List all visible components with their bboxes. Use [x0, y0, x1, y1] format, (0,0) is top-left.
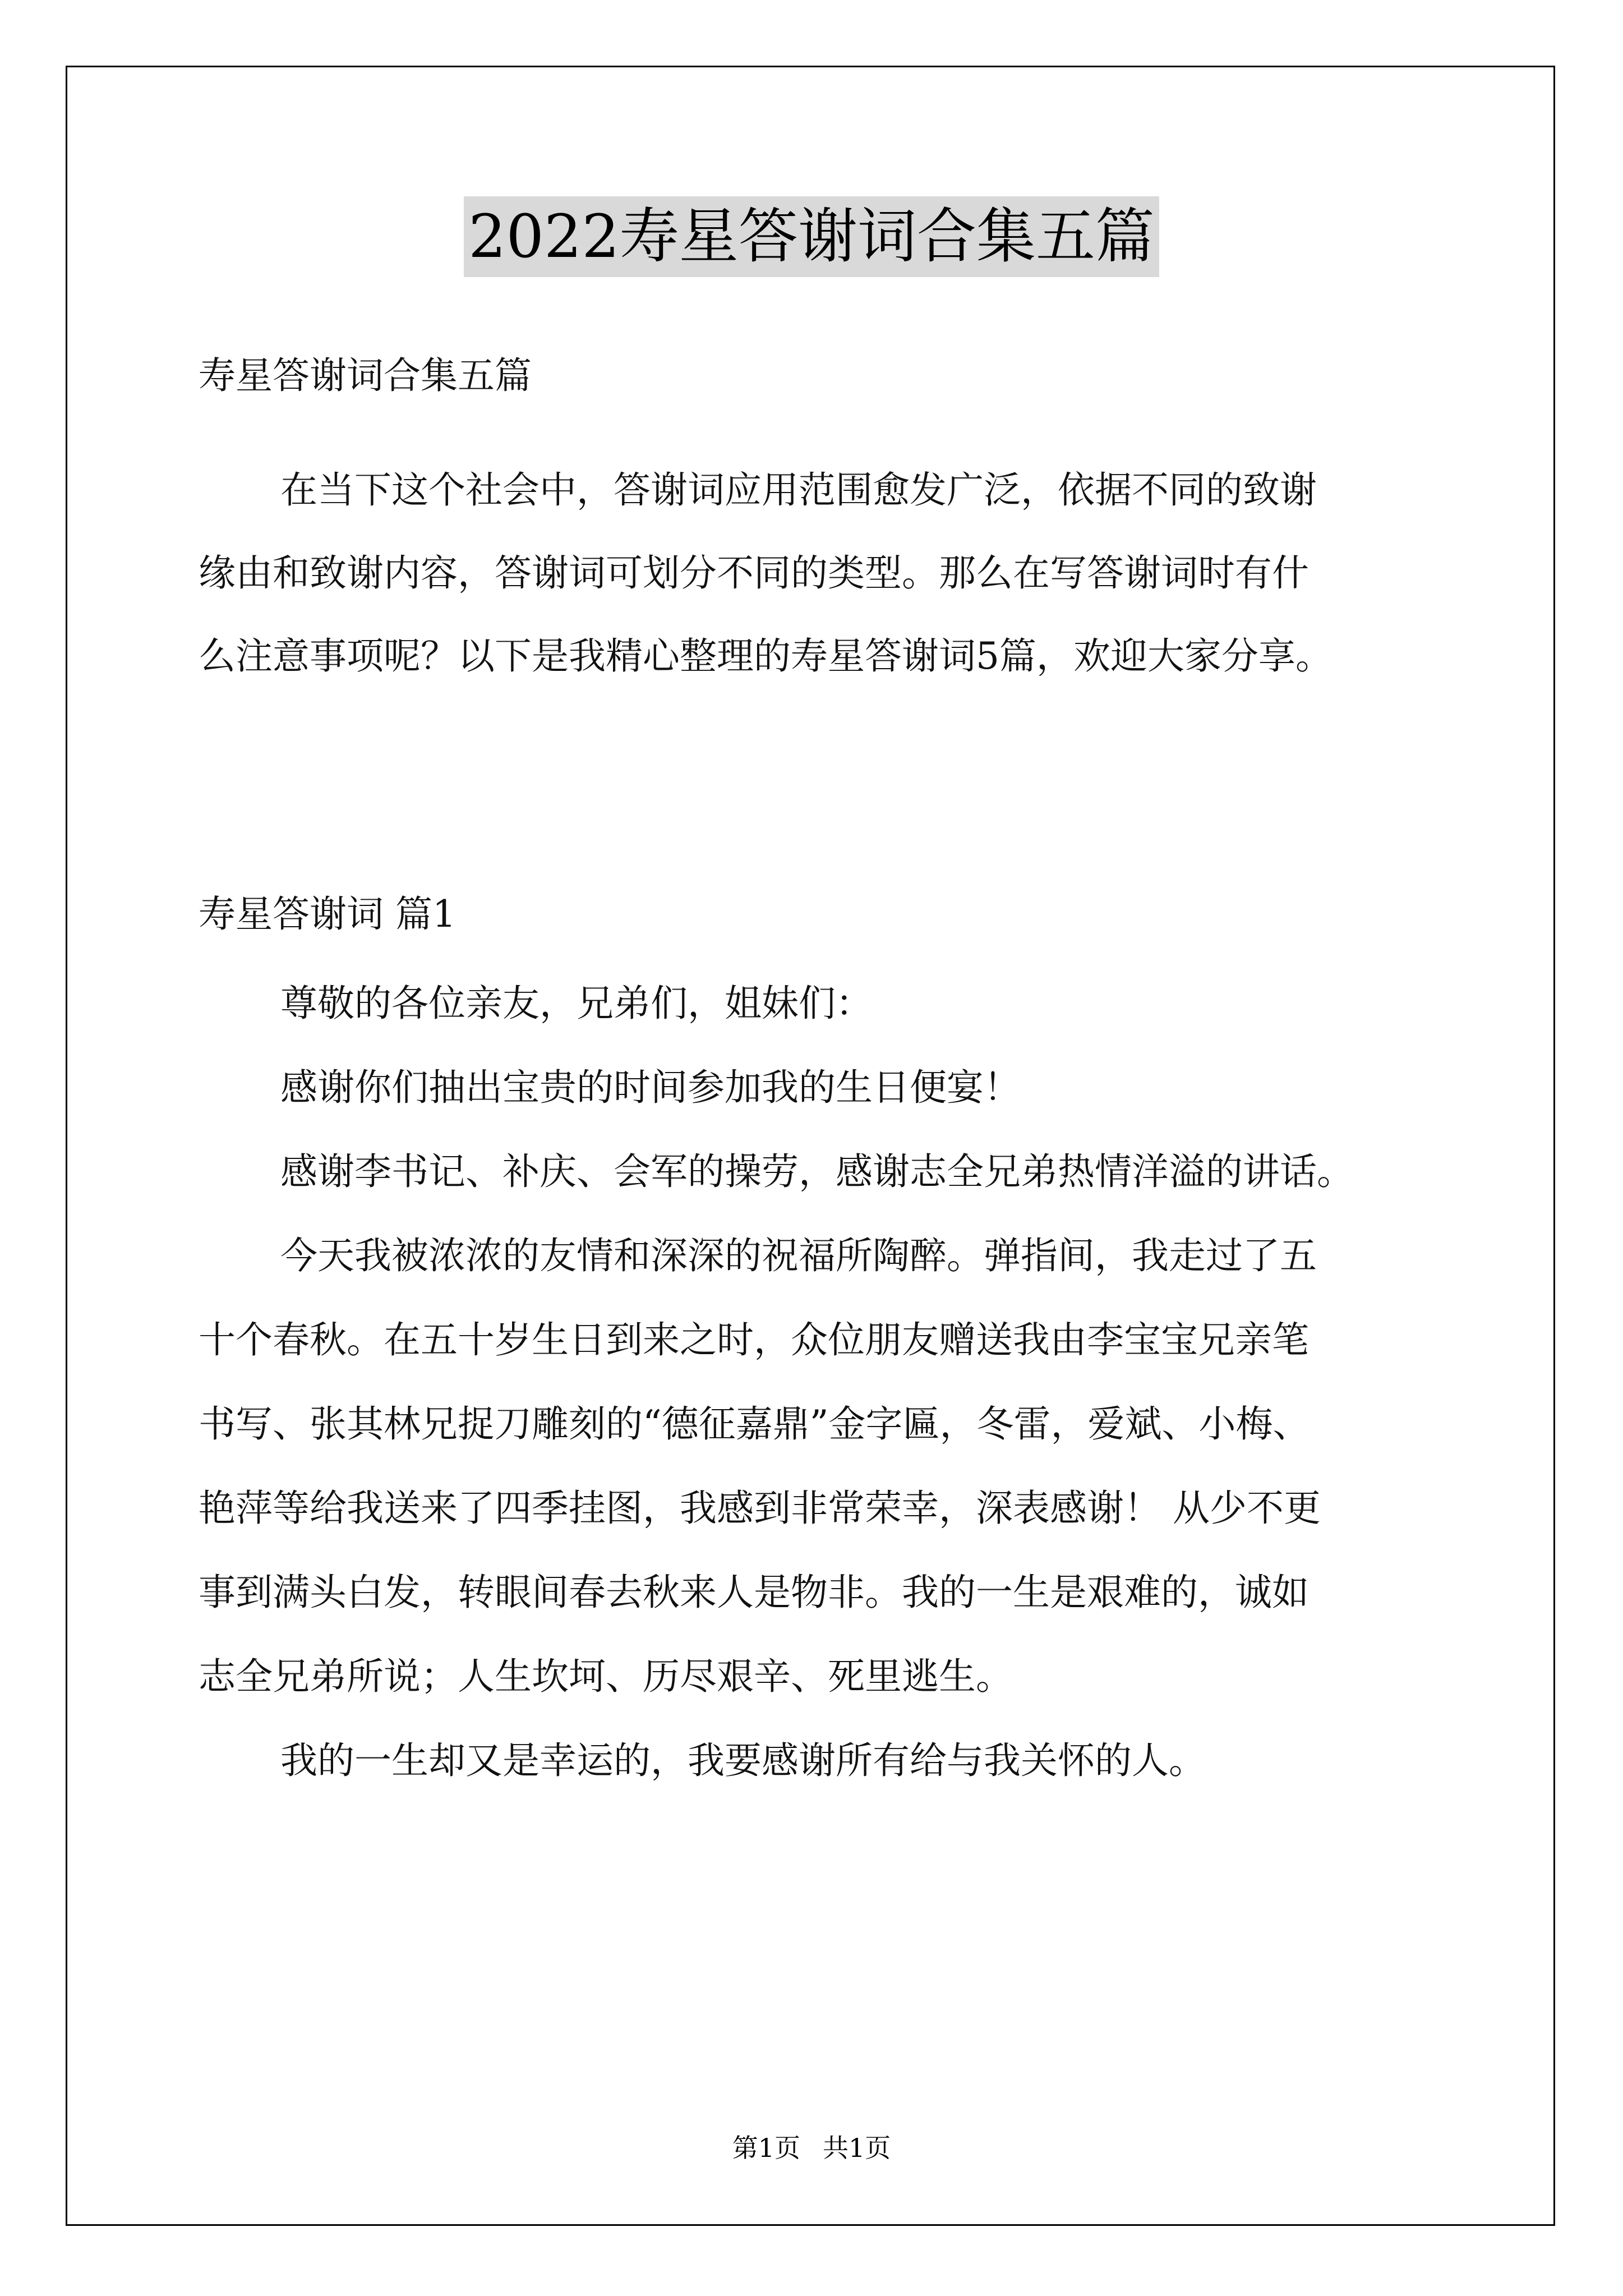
body-line: 尊敬的各位亲友，兄弟们，姐妹们：: [280, 982, 873, 1025]
body-line: 今天我被浓浓的友情和深深的祝福所陶醉。弹指间，我走过了五: [280, 1234, 1317, 1277]
body-line: 艳萍等给我送来了四季挂图，我感到非常荣幸，深表感谢！ 从少不更: [199, 1487, 1321, 1530]
body-line: 感谢你们抽出宝贵的时间参加我的生日便宴！: [280, 1066, 1021, 1109]
speech-body: [199, 961, 1432, 1803]
page-number: 第1页: [732, 2133, 800, 2163]
intro-paragraph: [199, 449, 1432, 698]
body-line: 感谢李书记、补庆、会军的操劳，感谢志全兄弟热情洋溢的讲话。: [280, 1150, 1354, 1193]
document-title: 2022寿星答谢词合集五篇: [464, 196, 1159, 277]
document-subtitle: 寿星答谢词合集五篇: [199, 354, 532, 397]
page-footer: [0, 2128, 1623, 2165]
intro-line: 在当下这个社会中，答谢词应用范围愈发广泛，依据不同的致谢: [280, 468, 1317, 512]
body-line: 事到满头白发，转眼间春去秋来人是物非。我的一生是艰难的，诚如: [199, 1571, 1309, 1614]
body-line: 我的一生却又是幸运的，我要感谢所有给与我关怀的人。: [280, 1739, 1206, 1782]
page-total: 共1页: [823, 2133, 891, 2163]
body-line: 志全兄弟所说；人生坎坷、历尽艰辛、死里逃生。: [199, 1655, 1013, 1698]
section-title: 寿星答谢词 篇1: [199, 892, 456, 936]
body-line: 书写、张其林兄捉刀雕刻的“德征嘉鼎”金字匾，冬雷，爱斌、小梅、: [199, 1402, 1310, 1446]
intro-line: 缘由和致谢内容，答谢词可划分不同的类型。那么在写答谢词时有什: [199, 551, 1309, 595]
intro-line: 么注意事项呢？以下是我精心整理的寿星答谢词5篇，欢迎大家分享。: [199, 634, 1332, 678]
body-line: 十个春秋。在五十岁生日到来之时，众位朋友赠送我由李宝宝兄亲笔: [199, 1318, 1309, 1361]
title-container: [0, 196, 1623, 277]
